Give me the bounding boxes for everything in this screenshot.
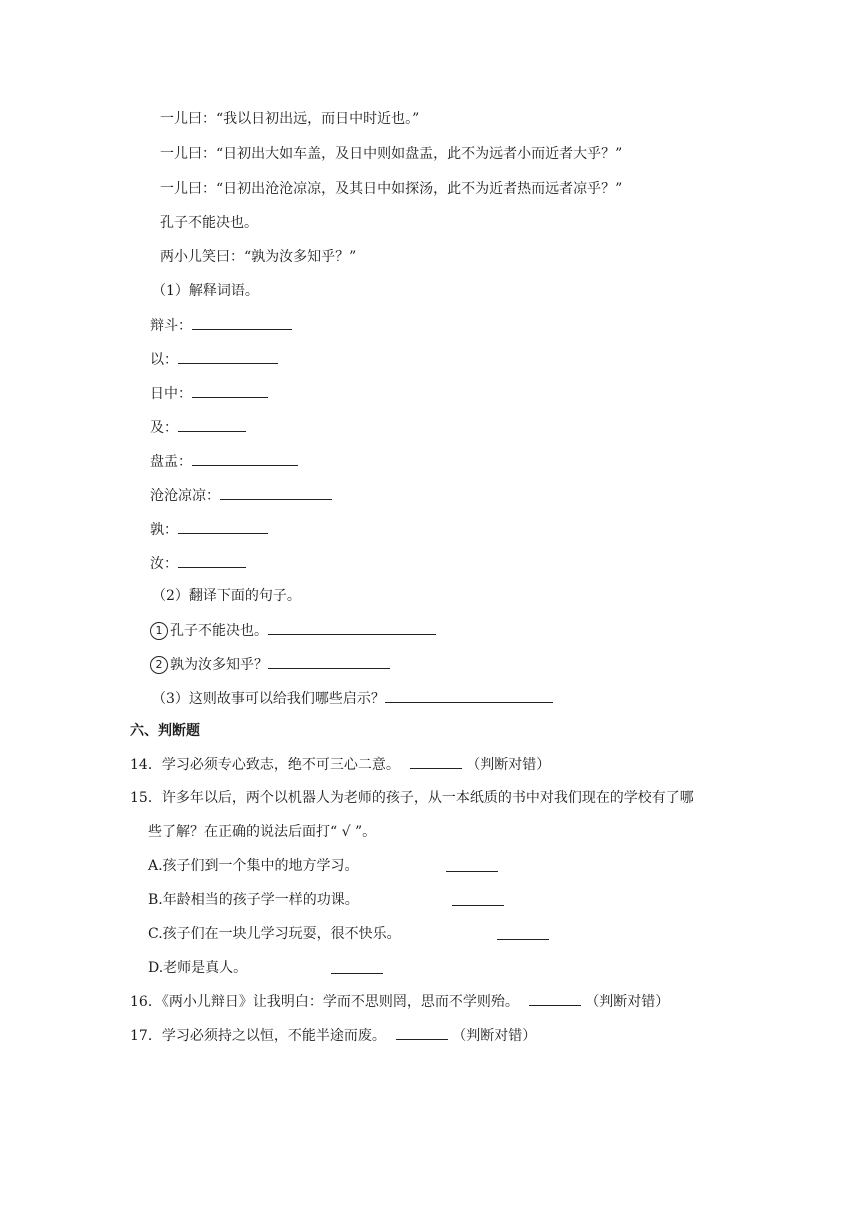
q1-term-row	[150, 315, 292, 336]
answer-blank[interactable]	[385, 688, 553, 703]
passage-line-5: 两小儿笑曰：“孰为汝多知乎？”	[160, 249, 357, 265]
q1-term-row	[150, 451, 298, 472]
term-label: 盘盂：	[150, 454, 192, 470]
passage-line-3: 一儿曰：“日初出沧沧凉凉，及其日中如探汤，此不为近者热而远者凉乎？”	[160, 181, 623, 197]
term-label: 沧沧凉凉：	[150, 488, 220, 504]
answer-blank[interactable]	[192, 383, 268, 398]
q15-option-text: C.孩子们在一块儿学习玩耍，很不快乐。	[148, 926, 401, 942]
q1-term-row	[150, 553, 246, 574]
answer-blank[interactable]	[268, 654, 390, 669]
term-label: 及：	[150, 420, 178, 436]
circled-number: 2	[150, 656, 168, 674]
q2-item	[150, 620, 436, 641]
q2-sentence: 孔子不能决也。	[170, 623, 268, 639]
answer-blank[interactable]	[220, 485, 332, 500]
passage-line-1: 一儿曰：“我以日初出远，而日中时近也。”	[160, 111, 420, 127]
question-15-line-1: 15．许多年以后，两个以机器人为老师的孩子，从一本纸质的书中对我们现在的学校有了哪	[130, 790, 694, 806]
q15-option-text: A.孩子们到一个集中的地方学习。	[148, 858, 359, 874]
q2-title: （2）翻译下面的句子。	[152, 588, 301, 604]
q1-term-row	[150, 519, 268, 540]
question-text: 17．学习必须持之以恒，不能半途而废。	[130, 1028, 386, 1044]
section-title: 六、判断题	[130, 723, 200, 739]
term-label: 以：	[150, 352, 178, 368]
q2-item	[150, 654, 390, 675]
passage-line-4: 孔子不能决也。	[160, 215, 258, 231]
q1-term-row	[150, 383, 268, 404]
judge-hint: （判断对错）	[585, 994, 670, 1010]
term-label: 孰：	[150, 522, 178, 538]
judge-hint: （判断对错）	[466, 757, 551, 773]
q1-term-row	[150, 349, 278, 370]
circled-number: 1	[150, 622, 168, 640]
answer-blank[interactable]	[178, 553, 246, 568]
q1-term-row	[150, 485, 332, 506]
passage-line-2: 一儿曰：“日初出大如车盖，及日中则如盘盂，此不为远者小而近者大乎？”	[160, 146, 623, 162]
answer-blank[interactable]	[268, 620, 436, 635]
answer-blank[interactable]	[446, 857, 498, 872]
q15-option-text: D.老师是真人。	[148, 960, 248, 976]
answer-blank[interactable]	[178, 417, 246, 432]
question-text: 16．《两小儿辩日》让我明白：学而不思则罔，思而不学则殆。	[130, 994, 519, 1010]
question-15-line-2: 些了解？在正确的说法后面打“ √ ”。	[148, 824, 377, 840]
answer-blank[interactable]	[178, 519, 268, 534]
term-label: 辩斗：	[150, 318, 192, 334]
term-label: 汝：	[150, 556, 178, 572]
answer-blank[interactable]	[529, 991, 581, 1006]
question-text: 14．学习必须专心致志，绝不可三心二意。	[130, 757, 400, 773]
answer-blank[interactable]	[497, 925, 549, 940]
q1-term-row	[150, 417, 246, 438]
q3-row	[152, 688, 553, 709]
answer-blank[interactable]	[192, 315, 292, 330]
question-17	[130, 1025, 536, 1046]
q1-title: （1）解释词语。	[152, 283, 259, 299]
answer-blank[interactable]	[192, 451, 298, 466]
answer-blank[interactable]	[410, 754, 462, 769]
answer-blank[interactable]	[452, 891, 504, 906]
q3-text: （3）这则故事可以给我们哪些启示？	[152, 691, 385, 707]
question-16	[130, 991, 669, 1012]
term-label: 日中：	[150, 386, 192, 402]
answer-blank[interactable]	[396, 1025, 448, 1040]
answer-blank[interactable]	[178, 349, 278, 364]
question-14	[130, 754, 550, 775]
q2-sentence: 孰为汝多知乎？	[170, 657, 268, 673]
q15-option-text: B.年龄相当的孩子学一样的功课。	[148, 892, 359, 908]
judge-hint: （判断对错）	[452, 1028, 537, 1044]
answer-blank[interactable]	[331, 959, 383, 974]
